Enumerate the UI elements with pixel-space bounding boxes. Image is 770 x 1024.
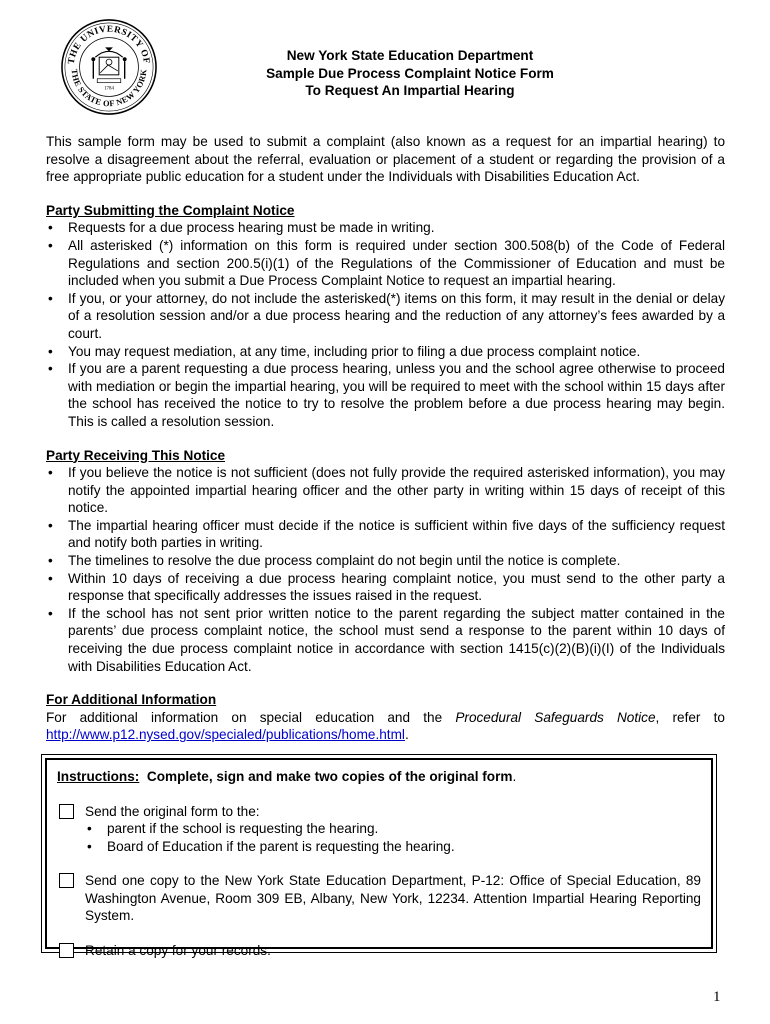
seal-ring-bottom: THE STATE OF NEW YORK [69,68,149,109]
page-number: 1 [713,989,721,1005]
list-item: • The impartial hearing officer must decide if the notice is sufficient within five days of the sufficiency request and notify both parties in writing. [46,517,725,552]
instruction-send-original [57,803,701,856]
list-item: • parent if the school is requesting the hearing. [85,820,701,838]
list-item: • Requests for a due process hearing must be made in writing. [46,219,725,237]
list-item: • Board of Education if the parent is requesting the hearing. [85,838,701,856]
retain-copy-checkbox[interactable] [59,943,74,958]
document-header [200,47,620,100]
send-copy-checkbox[interactable] [59,873,74,888]
header-line-2: Sample Due Process Complaint Notice Form [266,65,554,81]
section-title-additional-info: For Additional Information [46,692,217,708]
intro-paragraph: This sample form may be used to submit a complaint (also known as a request for an impartial hearing) to resolve a disagreement about the referral, evaluation or placement of a student or regarding the provision of a free appropriate public education for a student under the Individuals with Disabilities Education Act. [46,134,725,185]
list-item: • All asterisked (*) information on this form is required under section 300.508(b) of the Code of Federal Regulations and section 200.5(i)(1) of the Regulations of the Commissioner of Education and must be included when you submit a Due Process Complaint Notice to request an impartial hearing. [46,237,725,290]
header-line-1: New York State Education Department [286,48,534,63]
procedural-safeguards-title: Procedural Safeguards Notice [455,709,656,725]
seal-year: 1784 [104,86,114,92]
header-line-3: To Request An Impartial Hearing [305,83,515,98]
list-item: • If the school has not sent prior written notice to the parent regarding the subject matter contained in the parents’ due process complaint notice, the school must send a response to the parent within 10 days of receiving the due process complaint notice in accordance with section 1415(c)(2)(B)(i)(I) of the Individuals with Disabilities Education Act. [46,605,725,675]
instruction-send-copy [57,872,701,925]
list-item: • If you believe the notice is not sufficient (does not fully provide the required asterisked information), you may notify the appointed impartial hearing officer and the other party in writing within 15 days of receipt of this notice. [46,464,725,517]
list-item: • If you are a parent requesting a due process hearing, unless you and the school agree otherwise to proceed with mediation or begin the impartial hearing, you will be required to meet with the school within 15 days after the school has received the notice to try to resolve the problem before a due process hearing may begin. This is called a resolution session. [46,360,725,430]
send-copy-text: Send one copy to the New York State Education Department, P-12: Office of Special Education, 89 Washington Avenue, Room 309 EB, Albany, New York, 12234. Attention Impartial Hearing Reporting System. [85,873,701,923]
submitting-bullet-list [46,219,725,430]
instructions-heading-period: . [512,769,517,784]
additional-info-period: . [404,727,409,743]
send-original-text: Send the original form to the: [85,803,260,819]
additional-info-text-after: , refer to [655,709,725,725]
document-body [46,133,725,744]
send-original-sub-list [85,820,701,855]
instructions-box [41,754,717,958]
instruction-retain-copy [57,942,701,960]
list-item: • The timelines to resolve the due process complaint do not begin until the notice is complete. [46,552,725,570]
list-item: • Within 10 days of receiving a due process hearing complaint notice, you must send to the other party a response that specifically addresses the issues raised in the request. [46,570,725,605]
instructions-label: Instructions: [57,769,140,784]
additional-info-paragraph [46,709,725,744]
list-item: • If you, or your attorney, do not include the asterisked(*) items on this form, it may result in the denial or delay of a resolution session and/or a due process hearing and the reduction of any attorney’s fees awarded by a court. [46,290,725,343]
list-item: • You may request mediation, at any time, including prior to filing a due process complaint notice. [46,343,725,361]
publications-link[interactable]: http://www.p12.nysed.gov/specialed/publications/home.html [46,727,405,743]
seal-ring-top: THE UNIVERSITY OF [66,24,152,65]
section-title-submitting: Party Submitting the Complaint Notice [46,202,295,218]
state-seal [60,18,158,116]
receiving-bullet-list [46,464,725,675]
instructions-heading-text: Complete, sign and make two copies of the original form [139,769,513,784]
retain-copy-text: Retain a copy for your records. [85,942,271,958]
instructions-heading [57,768,701,786]
additional-info-text: For additional information on special education and the [46,709,456,725]
section-title-receiving: Party Receiving This Notice [46,447,226,463]
send-original-checkbox[interactable] [59,804,74,819]
